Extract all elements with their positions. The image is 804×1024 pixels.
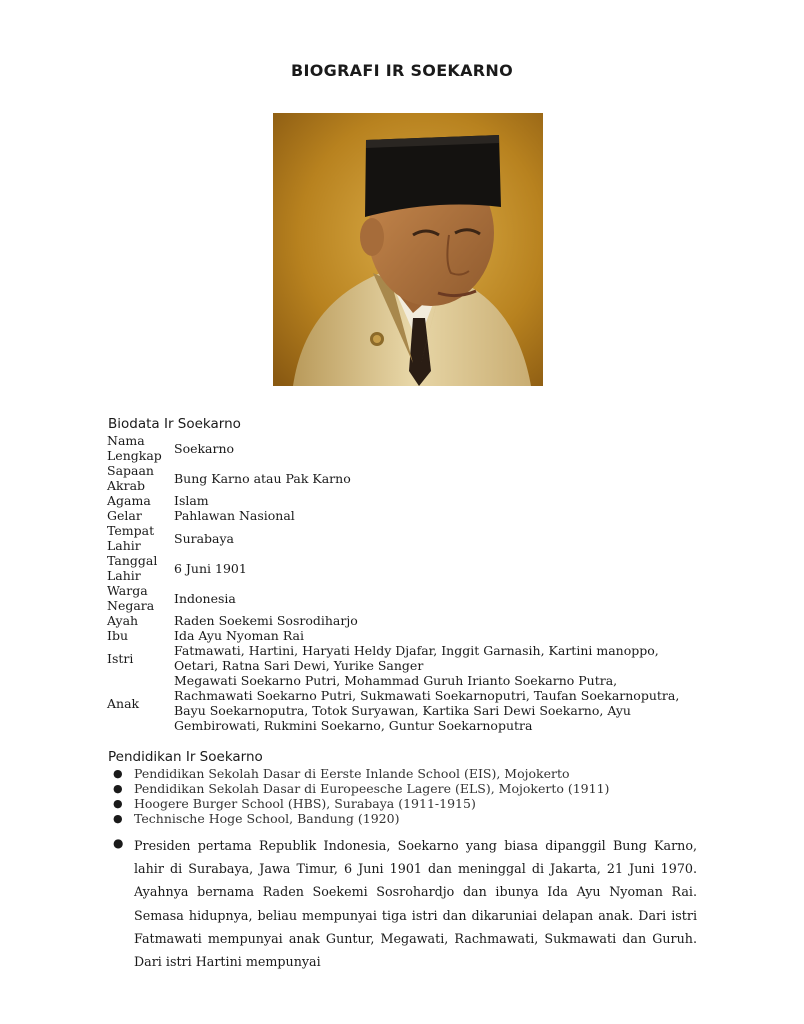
- biodata-row-ibu: [106, 628, 696, 643]
- biodata-label: Warga Negara: [107, 583, 155, 613]
- list-item: [108, 781, 609, 796]
- biodata-table: [106, 433, 696, 733]
- biodata-label: Nama Lengkap: [107, 433, 162, 463]
- biodata-row-istri: [106, 643, 696, 673]
- biodata-label: Istri: [107, 650, 134, 666]
- biodata-label: Sapaan Akrab: [107, 463, 154, 493]
- biodata-value: Ida Ayu Nyoman Rai: [174, 628, 304, 643]
- biodata-value: Raden Soekemi Sosrodiharjo: [174, 613, 358, 628]
- list-item: [108, 811, 609, 826]
- biodata-label: Ayah: [107, 613, 139, 628]
- biodata-value: Bung Karno atau Pak Karno: [174, 470, 351, 486]
- biodata-label: Gelar: [107, 508, 142, 523]
- biodata-value: Surabaya: [174, 530, 235, 546]
- biodata-value: 6 Juni 1901: [174, 560, 247, 576]
- biodata-value: Pahlawan Nasional: [174, 508, 295, 523]
- biodata-value: Indonesia: [174, 590, 236, 606]
- bullet-icon: ●: [113, 767, 123, 780]
- list-item: [108, 796, 609, 811]
- biodata-label: Tanggal Lahir: [107, 553, 158, 583]
- bullet-icon: ●: [113, 782, 123, 795]
- biodata-row-anak: [106, 673, 696, 733]
- biodata-value: Soekarno: [174, 440, 235, 456]
- education-item-text: Pendidikan Sekolah Dasar di Eerste Inlande School (EIS), Mojokerto: [134, 766, 570, 781]
- education-item-text: Pendidikan Sekolah Dasar di Europeesche Lagere (ELS), Mojokerto (1911): [134, 781, 610, 796]
- biodata-row-nama: [106, 433, 696, 463]
- biodata-label: Anak: [107, 695, 140, 711]
- education-item-text: Technische Hoge School, Bandung (1920): [134, 811, 400, 826]
- list-item: [108, 766, 609, 781]
- portrait-image: [273, 113, 543, 386]
- biodata-label: Ibu: [107, 628, 128, 643]
- biodata-value: Megawati Soekarno Putri, Mohammad Guruh Irianto Soekarno Putra, Rachmawati Soekarno Putri, Sukmawati Soekarnoputri, Taufan Soekarnoputra, Bayu Soekarnoputra, Totok Suryawan, Kartika Sari Dewi Soekarno, Ayu Gembirowati, Rukmini Soekarno, Guntur Soekarnoputra: [174, 673, 680, 733]
- biography-paragraph: Presiden pertama Republik Indonesia, Soekarno yang biasa dipanggil Bung Karno, lahir di Surabaya, Jawa Timur, 6 Juni 1901 dan meninggal di Jakarta, 21 Juni 1970. Ayahnya bernama Raden Soekemi Sosrohardjo dan ibunya Ida Ayu Nyoman Rai. Semasa hidupnya, beliau mempunyai tiga istri dan dikaruniai delapan anak. Dari istri Fatmawati mempunyai anak Guntur, Megawati, Rachmawati, Sukmawati dan Guruh. Dari istri Hartini mempunyai: [134, 838, 697, 970]
- education-heading: Pendidikan Ir Soekarno: [108, 749, 263, 765]
- biodata-row-warga-negara: [106, 583, 696, 613]
- education-list: [108, 766, 609, 826]
- biodata-row-ayah: [106, 613, 696, 628]
- biodata-heading: Biodata Ir Soekarno: [108, 416, 241, 432]
- biodata-label: Agama: [107, 493, 151, 508]
- biodata-value: Fatmawati, Hartini, Haryati Heldy Djafar, Inggit Garnasih, Kartini manoppo, Oetari, Ratna Sari Dewi, Yurike Sanger: [174, 643, 659, 673]
- bullet-icon: ●: [113, 836, 124, 850]
- bullet-icon: ●: [113, 812, 123, 825]
- biodata-value: Islam: [174, 493, 209, 508]
- biodata-row-sapaan: [106, 463, 696, 493]
- biodata-row-tanggal-lahir: [106, 553, 696, 583]
- bullet-icon: ●: [113, 797, 123, 810]
- biodata-row-gelar: [106, 508, 696, 523]
- biodata-row-agama: [106, 493, 696, 508]
- biodata-row-tempat-lahir: [106, 523, 696, 553]
- biodata-label: Tempat Lahir: [107, 523, 155, 553]
- document-title: BIOGRAFI IR SOEKARNO: [290, 61, 514, 80]
- education-item-text: Hoogere Burger School (HBS), Surabaya (1911-1915): [134, 796, 476, 811]
